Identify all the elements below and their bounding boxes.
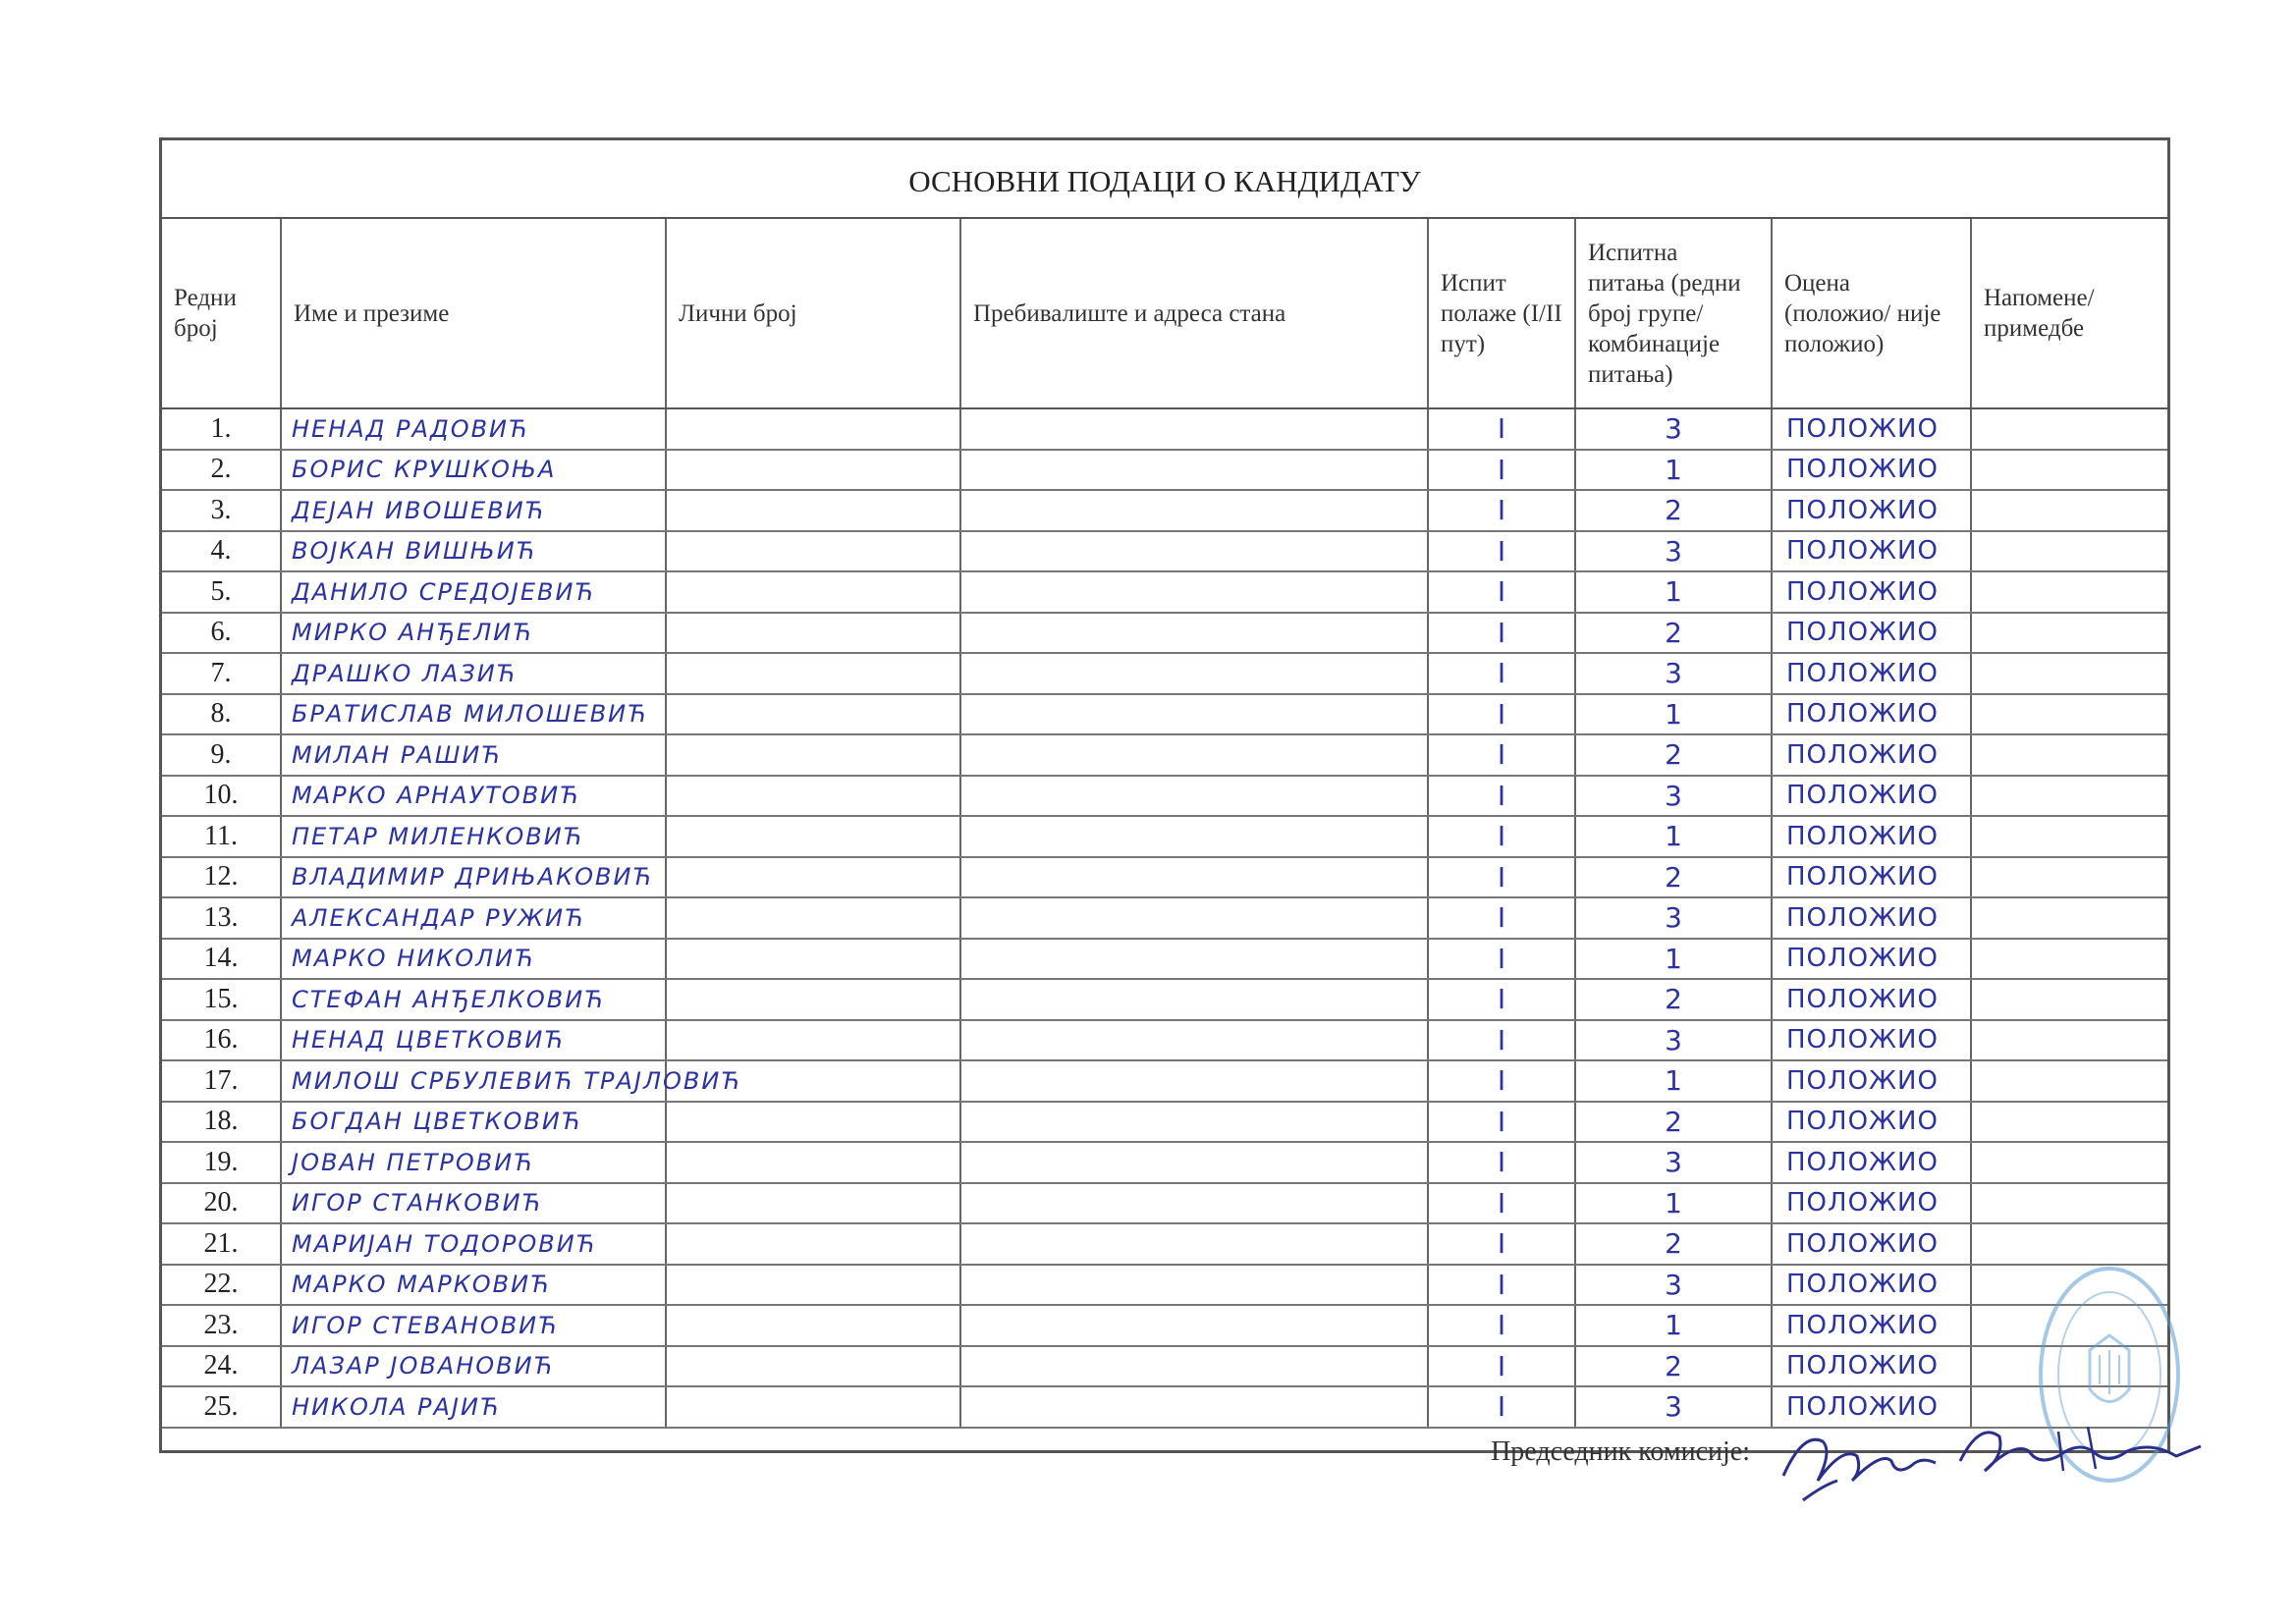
- notes-cell: [1971, 776, 2167, 817]
- personal-id-cell: [666, 857, 960, 898]
- row-number-cell: 14.: [162, 939, 281, 980]
- candidate-name-cell: ВЛАДИМИР ДРИЊАКОВИЋ: [281, 857, 666, 898]
- question-group-cell: 2: [1575, 857, 1772, 898]
- question-group-cell: 3: [1575, 897, 1772, 939]
- address-cell: [960, 408, 1428, 450]
- attempt-cell: I: [1428, 1386, 1575, 1428]
- row-number-cell: 16.: [162, 1020, 281, 1061]
- attempt-cell: I: [1428, 1265, 1575, 1306]
- personal-id-cell: [666, 1183, 960, 1224]
- row-number-cell: 15.: [162, 979, 281, 1020]
- candidate-name-cell: СТЕФАН АНЂЕЛКОВИЋ: [281, 979, 666, 1020]
- personal-id-cell: [666, 653, 960, 694]
- table-row: [162, 939, 2167, 980]
- candidate-name-cell: ДЕЈАН ИВОШЕВИЋ: [281, 490, 666, 531]
- table-row: [162, 979, 2167, 1020]
- header-exam-questions: Испитна питања (редни број групе/ комбинације питања): [1575, 219, 1772, 408]
- notes-cell: [1971, 1142, 2167, 1183]
- candidate-name-cell: БОГДАН ЦВЕТКОВИЋ: [281, 1102, 666, 1143]
- notes-cell: [1971, 1020, 2167, 1061]
- personal-id-cell: [666, 734, 960, 776]
- table-row: [162, 1223, 2167, 1265]
- attempt-cell: I: [1428, 816, 1575, 857]
- table-row: [162, 1020, 2167, 1061]
- personal-id-cell: [666, 1386, 960, 1428]
- address-cell: [960, 1265, 1428, 1306]
- personal-id-cell: [666, 1346, 960, 1387]
- address-cell: [960, 897, 1428, 939]
- row-number-cell: 8.: [162, 694, 281, 735]
- candidate-name-cell: НЕНАД РАДОВИЋ: [281, 408, 666, 450]
- candidate-name-cell: АЛЕКСАНДАР РУЖИЋ: [281, 897, 666, 939]
- grade-cell: ПОЛОЖИО: [1772, 1305, 1971, 1346]
- question-group-cell: 2: [1575, 490, 1772, 531]
- row-number-cell: 20.: [162, 1183, 281, 1224]
- personal-id-cell: [666, 1102, 960, 1143]
- table-row: [162, 897, 2167, 939]
- grade-cell: ПОЛОЖИО: [1772, 1142, 1971, 1183]
- attempt-cell: I: [1428, 734, 1575, 776]
- grade-cell: ПОЛОЖИО: [1772, 1386, 1971, 1428]
- candidate-form: [159, 137, 2170, 1467]
- attempt-cell: I: [1428, 1223, 1575, 1265]
- attempt-cell: I: [1428, 490, 1575, 531]
- personal-id-cell: [666, 694, 960, 735]
- table-row: [162, 776, 2167, 817]
- table-row: [162, 408, 2167, 450]
- attempt-cell: I: [1428, 1183, 1575, 1224]
- candidate-name-cell: МАРИЈАН ТОДОРОВИЋ: [281, 1223, 666, 1265]
- grade-cell: ПОЛОЖИО: [1772, 450, 1971, 491]
- table-row: [162, 1305, 2167, 1346]
- candidate-name-cell: ДАНИЛО СРЕДОЈЕВИЋ: [281, 571, 666, 613]
- grade-cell: ПОЛОЖИО: [1772, 1223, 1971, 1265]
- attempt-cell: I: [1428, 613, 1575, 654]
- notes-cell: [1971, 613, 2167, 654]
- personal-id-cell: [666, 571, 960, 613]
- grade-cell: ПОЛОЖИО: [1772, 1265, 1971, 1306]
- notes-cell: [1971, 979, 2167, 1020]
- question-group-cell: 3: [1575, 408, 1772, 450]
- row-number-cell: 7.: [162, 653, 281, 694]
- attempt-cell: I: [1428, 1102, 1575, 1143]
- attempt-cell: I: [1428, 571, 1575, 613]
- header-address: Пребивалиште и адреса стана: [960, 219, 1428, 408]
- address-cell: [960, 490, 1428, 531]
- address-cell: [960, 734, 1428, 776]
- question-group-cell: 3: [1575, 776, 1772, 817]
- table-row: [162, 531, 2167, 572]
- row-number-cell: 19.: [162, 1142, 281, 1183]
- personal-id-cell: [666, 490, 960, 531]
- header-row-number: Редни број: [162, 219, 281, 408]
- row-number-cell: 22.: [162, 1265, 281, 1306]
- grade-cell: ПОЛОЖИО: [1772, 571, 1971, 613]
- table-row: [162, 1060, 2167, 1102]
- grade-cell: ПОЛОЖИО: [1772, 816, 1971, 857]
- personal-id-cell: [666, 776, 960, 817]
- address-cell: [960, 1060, 1428, 1102]
- grade-cell: ПОЛОЖИО: [1772, 776, 1971, 817]
- row-number-cell: 25.: [162, 1386, 281, 1428]
- address-cell: [960, 1346, 1428, 1387]
- table-row: [162, 1346, 2167, 1387]
- attempt-cell: I: [1428, 1142, 1575, 1183]
- address-cell: [960, 776, 1428, 817]
- question-group-cell: 2: [1575, 613, 1772, 654]
- question-group-cell: 3: [1575, 1386, 1772, 1428]
- grade-cell: ПОЛОЖИО: [1772, 531, 1971, 572]
- grade-cell: ПОЛОЖИО: [1772, 1020, 1971, 1061]
- personal-id-cell: [666, 816, 960, 857]
- question-group-cell: 2: [1575, 734, 1772, 776]
- address-cell: [960, 653, 1428, 694]
- grade-cell: ПОЛОЖИО: [1772, 939, 1971, 980]
- personal-id-cell: [666, 979, 960, 1020]
- header-notes: Напомене/ примедбе: [1971, 219, 2167, 408]
- address-cell: [960, 979, 1428, 1020]
- notes-cell: [1971, 531, 2167, 572]
- notes-cell: [1971, 571, 2167, 613]
- row-number-cell: 2.: [162, 450, 281, 491]
- attempt-cell: I: [1428, 531, 1575, 572]
- table-row: [162, 816, 2167, 857]
- attempt-cell: I: [1428, 408, 1575, 450]
- table-row: [162, 1142, 2167, 1183]
- table-row: [162, 571, 2167, 613]
- question-group-cell: 1: [1575, 1060, 1772, 1102]
- row-number-cell: 23.: [162, 1305, 281, 1346]
- grade-cell: ПОЛОЖИО: [1772, 734, 1971, 776]
- address-cell: [960, 571, 1428, 613]
- candidates-table: [162, 219, 2167, 1429]
- table-row: [162, 450, 2167, 491]
- attempt-cell: I: [1428, 776, 1575, 817]
- address-cell: [960, 1183, 1428, 1224]
- question-group-cell: 3: [1575, 1142, 1772, 1183]
- question-group-cell: 1: [1575, 571, 1772, 613]
- candidate-name-cell: ЈОВАН ПЕТРОВИЋ: [281, 1142, 666, 1183]
- row-number-cell: 1.: [162, 408, 281, 450]
- candidate-name-cell: НИКОЛА РАЈИЋ: [281, 1386, 666, 1428]
- table-row: [162, 1265, 2167, 1306]
- table-row: [162, 613, 2167, 654]
- attempt-cell: I: [1428, 694, 1575, 735]
- personal-id-cell: [666, 1305, 960, 1346]
- table-row: [162, 1183, 2167, 1224]
- address-cell: [960, 816, 1428, 857]
- row-number-cell: 24.: [162, 1346, 281, 1387]
- personal-id-cell: [666, 897, 960, 939]
- candidate-name-cell: МАРКО АРНАУТОВИЋ: [281, 776, 666, 817]
- notes-cell: [1971, 1183, 2167, 1224]
- notes-cell: [1971, 450, 2167, 491]
- attempt-cell: I: [1428, 450, 1575, 491]
- question-group-cell: 1: [1575, 1305, 1772, 1346]
- question-group-cell: 1: [1575, 816, 1772, 857]
- table-row: [162, 694, 2167, 735]
- notes-cell: [1971, 1102, 2167, 1143]
- personal-id-cell: [666, 1020, 960, 1061]
- address-cell: [960, 1102, 1428, 1143]
- candidate-name-cell: МАРКО МАРКОВИЋ: [281, 1265, 666, 1306]
- personal-id-cell: [666, 531, 960, 572]
- grade-cell: ПОЛОЖИО: [1772, 694, 1971, 735]
- question-group-cell: 3: [1575, 653, 1772, 694]
- question-group-cell: 2: [1575, 979, 1772, 1020]
- grade-cell: ПОЛОЖИО: [1772, 1346, 1971, 1387]
- personal-id-cell: [666, 450, 960, 491]
- question-group-cell: 1: [1575, 939, 1772, 980]
- candidate-name-cell: ДРАШКО ЛАЗИЋ: [281, 653, 666, 694]
- row-number-cell: 3.: [162, 490, 281, 531]
- candidate-name-cell: БРАТИСЛАВ МИЛОШЕВИЋ: [281, 694, 666, 735]
- table-header-row: [162, 219, 2167, 408]
- attempt-cell: I: [1428, 653, 1575, 694]
- notes-cell: [1971, 408, 2167, 450]
- question-group-cell: 3: [1575, 1020, 1772, 1061]
- header-grade: Оцена (положио/ није положио): [1772, 219, 1971, 408]
- row-number-cell: 12.: [162, 857, 281, 898]
- question-group-cell: 1: [1575, 694, 1772, 735]
- question-group-cell: 3: [1575, 531, 1772, 572]
- address-cell: [960, 694, 1428, 735]
- row-number-cell: 9.: [162, 734, 281, 776]
- row-number-cell: 13.: [162, 897, 281, 939]
- candidate-name-cell: НЕНАД ЦВЕТКОВИЋ: [281, 1020, 666, 1061]
- candidate-name-cell: ИГОР СТАНКОВИЋ: [281, 1183, 666, 1224]
- row-number-cell: 4.: [162, 531, 281, 572]
- grade-cell: ПОЛОЖИО: [1772, 490, 1971, 531]
- header-attempt: Испит полаже (I/II пут): [1428, 219, 1575, 408]
- row-number-cell: 11.: [162, 816, 281, 857]
- address-cell: [960, 1142, 1428, 1183]
- grade-cell: ПОЛОЖИО: [1772, 1183, 1971, 1224]
- row-number-cell: 17.: [162, 1060, 281, 1102]
- row-number-cell: 10.: [162, 776, 281, 817]
- candidate-name-cell: МИРКО АНЂЕЛИЋ: [281, 613, 666, 654]
- address-cell: [960, 1305, 1428, 1346]
- address-cell: [960, 1386, 1428, 1428]
- header-personal-id: Лични број: [666, 219, 960, 408]
- attempt-cell: I: [1428, 1346, 1575, 1387]
- row-number-cell: 18.: [162, 1102, 281, 1143]
- grade-cell: ПОЛОЖИО: [1772, 897, 1971, 939]
- table-row: [162, 653, 2167, 694]
- notes-cell: [1971, 816, 2167, 857]
- candidate-name-cell: ПЕТАР МИЛЕНКОВИЋ: [281, 816, 666, 857]
- question-group-cell: 1: [1575, 1183, 1772, 1224]
- address-cell: [960, 450, 1428, 491]
- table-body: [162, 408, 2167, 1428]
- address-cell: [960, 1020, 1428, 1061]
- row-number-cell: 21.: [162, 1223, 281, 1265]
- question-group-cell: 1: [1575, 450, 1772, 491]
- question-group-cell: 2: [1575, 1346, 1772, 1387]
- candidate-name-cell: ИГОР СТЕВАНОВИЋ: [281, 1305, 666, 1346]
- attempt-cell: I: [1428, 939, 1575, 980]
- header-full-name: Име и презиме: [281, 219, 666, 408]
- grade-cell: ПОЛОЖИО: [1772, 408, 1971, 450]
- grade-cell: ПОЛОЖИО: [1772, 1060, 1971, 1102]
- attempt-cell: I: [1428, 1060, 1575, 1102]
- question-group-cell: 2: [1575, 1102, 1772, 1143]
- notes-cell: [1971, 694, 2167, 735]
- address-cell: [960, 939, 1428, 980]
- grade-cell: ПОЛОЖИО: [1772, 857, 1971, 898]
- notes-cell: [1971, 1060, 2167, 1102]
- notes-cell: [1971, 734, 2167, 776]
- candidate-name-cell: ЛАЗАР ЈОВАНОВИЋ: [281, 1346, 666, 1387]
- table-row: [162, 857, 2167, 898]
- address-cell: [960, 613, 1428, 654]
- notes-cell: [1971, 490, 2167, 531]
- notes-cell: [1971, 939, 2167, 980]
- attempt-cell: I: [1428, 1020, 1575, 1061]
- personal-id-cell: [666, 939, 960, 980]
- attempt-cell: I: [1428, 857, 1575, 898]
- table-row: [162, 734, 2167, 776]
- notes-cell: [1971, 897, 2167, 939]
- handwritten-signature-icon: [1764, 1402, 2206, 1510]
- table-row: [162, 1102, 2167, 1143]
- table-row: [162, 490, 2167, 531]
- candidate-name-cell: МИЛОШ СРБУЛЕВИЋ ТРАЈЛОВИЋ: [281, 1060, 666, 1102]
- notes-cell: [1971, 857, 2167, 898]
- personal-id-cell: [666, 1265, 960, 1306]
- candidate-name-cell: ВОЈКАН ВИШЊИЋ: [281, 531, 666, 572]
- form-title: ОСНОВНИ ПОДАЦИ О КАНДИДАТУ: [162, 140, 2167, 219]
- grade-cell: ПОЛОЖИО: [1772, 1102, 1971, 1143]
- row-number-cell: 6.: [162, 613, 281, 654]
- candidate-name-cell: МАРКО НИКОЛИЋ: [281, 939, 666, 980]
- question-group-cell: 3: [1575, 1265, 1772, 1306]
- notes-cell: [1971, 653, 2167, 694]
- address-cell: [960, 1223, 1428, 1265]
- candidate-name-cell: МИЛАН РАШИЋ: [281, 734, 666, 776]
- grade-cell: ПОЛОЖИО: [1772, 979, 1971, 1020]
- candidate-name-cell: БОРИС КРУШКОЊА: [281, 450, 666, 491]
- question-group-cell: 2: [1575, 1223, 1772, 1265]
- attempt-cell: I: [1428, 979, 1575, 1020]
- personal-id-cell: [666, 1223, 960, 1265]
- address-cell: [960, 531, 1428, 572]
- grade-cell: ПОЛОЖИО: [1772, 653, 1971, 694]
- commission-chair-label: Председник комисије:: [1491, 1435, 1750, 1467]
- grade-cell: ПОЛОЖИО: [1772, 613, 1971, 654]
- attempt-cell: I: [1428, 897, 1575, 939]
- address-cell: [960, 857, 1428, 898]
- attempt-cell: I: [1428, 1305, 1575, 1346]
- personal-id-cell: [666, 613, 960, 654]
- personal-id-cell: [666, 1142, 960, 1183]
- row-number-cell: 5.: [162, 571, 281, 613]
- personal-id-cell: [666, 408, 960, 450]
